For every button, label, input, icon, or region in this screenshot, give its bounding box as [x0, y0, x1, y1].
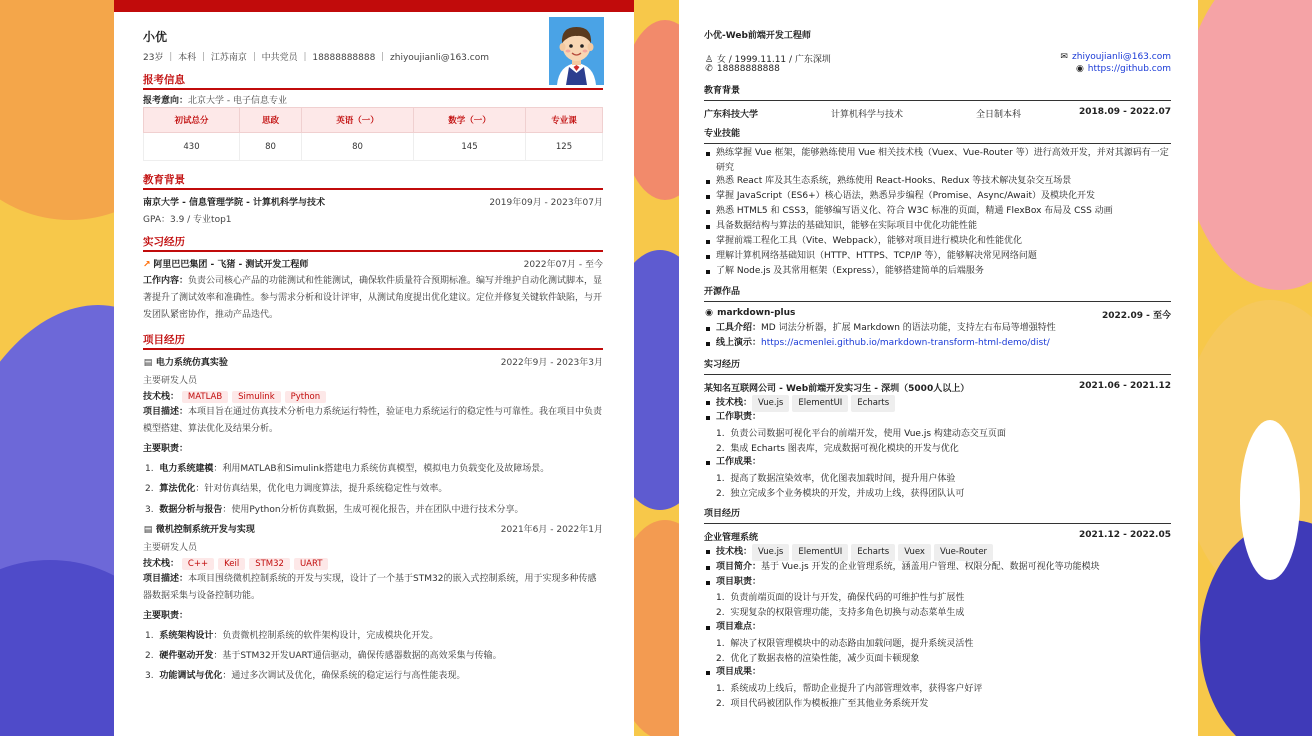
score-cell: 145	[414, 133, 526, 161]
stack-label: 技术栈：	[716, 398, 753, 408]
result-text: 提高了数据渲染效率，优化图表加载时间，提升用户体验	[730, 474, 956, 484]
project-icon: ▤	[143, 358, 153, 368]
project-duty-item: 2. 实现复杂的权限管理功能，支持多角色切换与动态菜单生成	[716, 608, 965, 618]
edu-major: 计算机科学与技术	[831, 110, 904, 120]
duty-key: 算法优化	[159, 484, 196, 494]
tech-tag: Python	[285, 391, 326, 403]
section-title-education: 教育背景	[704, 86, 741, 96]
project-name: 电力系统仿真实验	[155, 358, 228, 368]
diff-text: 解决了权限管理模块中的动态路由加载问题，提升系统灵活性	[730, 639, 974, 649]
project-title-row	[143, 355, 228, 368]
intern-duty-item: 1. 负责公司数据可视化平台的前端开发，使用 Vue.js 构建动态交互页面	[716, 429, 1006, 439]
tech-tag: Simulink	[232, 391, 280, 403]
tech-tag: ElementUI	[792, 395, 848, 412]
section-title-opensource: 开源作品	[704, 287, 741, 297]
project-period: 2021.12 - 2022.05	[1079, 530, 1171, 540]
mail-icon: ✉	[1060, 52, 1068, 62]
personal-info: 女 / 1999.11.11 / 广东深圳	[716, 55, 831, 65]
section-title-skills: 专业技能	[704, 129, 741, 139]
project-intro	[704, 560, 1171, 575]
section-title-exam: 报考信息	[143, 74, 185, 86]
content-text: 负责公司核心产品的功能测试和性能测试，确保软件质量符合预期标准。编写并维护自动化测试脚本，显著提升了测试效率和准确性。参与需求分析和设计评审，从测试角度提出优化建议。定位并修复关键软件缺陷，与开发团队紧密协作，推动产品迭代。	[143, 276, 603, 320]
project-desc	[143, 404, 603, 438]
score-cell: 125	[526, 133, 603, 161]
edu-period: 2019年09月 - 2023年07月	[489, 198, 603, 208]
project-duty-label	[704, 575, 1171, 590]
internship-period: 2022年07月 - 至今	[523, 260, 603, 270]
internship-content	[143, 273, 603, 324]
github-icon: ◉	[705, 308, 713, 318]
score-table	[143, 107, 603, 161]
section-divider	[704, 143, 1171, 144]
skill-item: 熟悉 HTML5 和 CSS3，能够编写语义化、符合 W3C 标准的页面，精通 FlexBox 布局及 CSS 动画	[704, 204, 1171, 219]
user-icon: ♙	[704, 55, 714, 65]
opensource-name: markdown-plus	[717, 308, 796, 318]
demo-link[interactable]: https://acmenlei.github.io/markdown-transform-html-demo/dist/	[761, 338, 1050, 348]
desc-text: 本项目旨在通过仿真技术分析电力系统运行特性，验证电力系统运行的稳定性与可靠性。我在项目中负责模型搭建、算法优化及结果分析。	[143, 407, 603, 434]
tech-tag: UART	[294, 558, 329, 570]
duty-text: 负责公司数据可视化平台的前端开发，使用 Vue.js 构建动态交互页面	[730, 429, 1006, 439]
duty-text: ：使用Python分析仿真数据，生成可视化报告，并在团队中进行技术分享。	[222, 505, 524, 515]
duty-text: ：针对仿真结果，优化电力调度算法，提升系统稳定性与效率。	[195, 484, 448, 494]
intention-label: 报考意向：	[143, 96, 189, 106]
section-title-intern: 实习经历	[704, 360, 741, 370]
duty-key: 硬件驱动开发	[159, 651, 214, 661]
intern-duty-item: 2. 集成 Echarts 图表库，完成数据可视化模块的开发与优化	[716, 444, 959, 454]
section-divider	[704, 523, 1171, 524]
avatar	[549, 17, 604, 85]
diff-text: 优化了数据表格的渲染性能，减少页面卡顿现象	[730, 654, 920, 664]
content-label: 工作内容：	[143, 276, 189, 286]
resume-name: 小优	[143, 30, 168, 44]
duty-text: ：利用MATLAB和Simulink搭建电力系统仿真模型，模拟电力负载变化及故障场景。	[213, 464, 550, 474]
stack-label: 技术栈：	[143, 392, 180, 402]
desc-text: 本项目围绕微机控制系统的开发与实现，设计了一个基于STM32的嵌入式控制系统，用于实现多种传感器数据采集与设备控制功能。	[143, 574, 597, 601]
project-role: 主要研发人员	[143, 376, 198, 386]
project-stack	[143, 389, 330, 403]
project-stack	[143, 556, 332, 570]
edu-gpa: GPA：3.9 / 专业top1	[143, 215, 232, 225]
tech-tag: Vue-Router	[934, 544, 993, 561]
opensource-name-row	[704, 308, 795, 318]
score-cell: 80	[302, 133, 414, 161]
section-divider	[704, 301, 1171, 302]
intro-text: MD 词法分析器，扩展 Markdown 的语法功能，支持左右布局等增强特性	[761, 323, 1056, 333]
tech-tag: C++	[182, 558, 214, 570]
company-logo-icon: ↗	[143, 260, 151, 270]
skill-item: 具备数据结构与算法的基础知识，能够在实际项目中优化功能性能	[704, 219, 1171, 234]
project-result-label	[704, 665, 1171, 680]
section-title-internship: 实习经历	[143, 236, 185, 248]
project-period: 2021年6月 - 2022年1月	[500, 525, 603, 535]
duty-text: 实现复杂的权限管理功能，支持多角色切换与动态菜单生成	[730, 608, 965, 618]
avatar-cartoon-icon	[549, 17, 604, 85]
duty-key: 电力系统建模	[159, 464, 214, 474]
score-header: 初试总分	[144, 108, 240, 133]
tech-tag: ElementUI	[792, 544, 848, 561]
tech-tag: Vue.js	[752, 544, 789, 561]
opensource-intro	[704, 321, 1171, 336]
section-title-project: 项目经历	[704, 509, 741, 519]
score-header: 英语（一）	[302, 108, 414, 133]
skill-item: 掌握 JavaScript（ES6+）核心语法，熟悉异步编程（Promise、Async/Await）及模块化开发	[704, 189, 1171, 204]
tech-tag: STM32	[249, 558, 290, 570]
resume-page-left	[114, 0, 634, 736]
email-row[interactable]	[1059, 52, 1171, 62]
project-icon: ▤	[143, 525, 153, 535]
edu-period: 2018.09 - 2022.07	[1079, 107, 1171, 117]
duty-item: 3. 数据分析与报告：使用Python分析仿真数据，生成可视化报告，并在团队中进行技术分享。	[145, 505, 524, 515]
section-divider	[704, 374, 1171, 375]
skill-item: 掌握前端工程化工具（Vite、Webpack），能够对项目进行模块化和性能优化	[704, 234, 1171, 249]
phone-icon: ✆	[705, 64, 713, 74]
phone-number: 18888888888	[716, 64, 780, 74]
project-desc	[143, 571, 603, 605]
bg-shape	[1240, 420, 1300, 580]
project-title-row	[143, 522, 255, 535]
github-link[interactable]: https://github.com	[1087, 64, 1171, 74]
intern-period: 2021.06 - 2021.12	[1079, 381, 1171, 391]
duty-label: 主要职责：	[143, 611, 189, 621]
project-diff-item: 2. 优化了数据表格的渲染性能，减少页面卡顿现象	[716, 654, 920, 664]
tech-tag: Echarts	[851, 544, 895, 561]
section-divider	[143, 88, 603, 90]
project-name: 微机控制系统开发与实现	[155, 525, 255, 535]
duty-text: 集成 Echarts 图表库，完成数据可视化模块的开发与优化	[730, 444, 959, 454]
result-label: 工作成果：	[716, 457, 762, 467]
intention-value: 北京大学 - 电子信息专业	[188, 96, 287, 106]
intern-result-item: 2. 独立完成多个业务模块的开发，并成功上线，获得团队认可	[716, 489, 965, 499]
section-divider	[704, 100, 1171, 101]
phone-row	[704, 64, 780, 74]
project-name: 企业管理系统	[704, 533, 759, 543]
score-header: 专业课	[526, 108, 603, 133]
duty-text: ：通过多次调试及优化，确保系统的稳定运行与高性能表现。	[222, 671, 466, 681]
opensource-demo	[704, 336, 1171, 351]
project-diff-label	[704, 620, 1171, 635]
diff-label: 项目难点：	[716, 622, 762, 632]
tech-tag: Vuex	[898, 544, 931, 561]
opensource-period: 2022.09 - 至今	[1102, 311, 1171, 321]
result-text: 独立完成多个业务模块的开发，并成功上线，获得团队认可	[730, 489, 965, 499]
result-label: 项目成果：	[716, 667, 762, 677]
skill-item: 理解计算机网络基础知识（HTTP、HTTPS、TCP/IP 等），能够解决常见网络问题	[704, 249, 1171, 264]
section-divider	[143, 348, 603, 350]
skill-item: 熟悉 React 库及其生态系统，熟练使用 React-Hooks、Redux 等技术解决复杂交互场景	[704, 174, 1171, 189]
project-result-item: 2. 项目代码被团队作为模板推广至其他业务系统开发	[716, 699, 929, 709]
section-title-projects: 项目经历	[143, 334, 185, 346]
result-text: 系统成功上线后，帮助企业提升了内部管理效率，获得客户好评	[730, 684, 983, 694]
score-cell: 80	[240, 133, 302, 161]
basic-info: 23岁 ｜ 本科 ｜ 江苏南京 ｜ 中共党员 ｜ 18888888888 ｜ zhiyoujianli@163.com	[143, 53, 489, 63]
duty-item: 1. 电力系统建模：利用MATLAB和Simulink搭建电力系统仿真模型，模拟电力负载变化及故障场景。	[145, 464, 550, 474]
duty-label: 主要职责：	[143, 444, 189, 454]
score-header: 数学（一）	[414, 108, 526, 133]
github-icon: ◉	[1075, 64, 1084, 74]
duty-item: 2. 算法优化：针对仿真结果，优化电力调度算法，提升系统稳定性与效率。	[145, 484, 448, 494]
score-header: 思政	[240, 108, 302, 133]
skill-item: 了解 Node.js 及其常用框架（Express），能够搭建简单的后端服务	[704, 264, 1171, 279]
duty-key: 系统架构设计	[159, 631, 214, 641]
project-result-item: 1. 系统成功上线后，帮助企业提升了内部管理效率，获得客户好评	[716, 684, 983, 694]
intern-result-item: 1. 提高了数据渲染效率，优化图表加载时间，提升用户体验	[716, 474, 956, 484]
desc-label: 项目描述：	[143, 407, 189, 417]
email-link[interactable]: zhiyoujianli@163.com	[1072, 52, 1171, 62]
tech-tag: Echarts	[851, 395, 895, 412]
project-duty-item: 1. 负责前端页面的设计与开发，确保代码的可维护性与扩展性	[716, 593, 965, 603]
duty-text: ：基于STM32开发UART通信驱动，确保传感器数据的高效采集与传输。	[213, 651, 502, 661]
duty-key: 功能调试与优化	[159, 671, 223, 681]
section-divider	[143, 188, 603, 190]
top-red-bar	[114, 0, 634, 12]
internship-company: 阿里巴巴集团 - 飞猪 - 测试开发工程师	[153, 260, 309, 270]
duty-key: 数据分析与报告	[159, 505, 223, 515]
project-role: 主要研发人员	[143, 543, 198, 553]
section-divider	[143, 250, 603, 252]
stack-label: 技术栈：	[716, 547, 753, 557]
duty-label: 工作职责：	[716, 412, 762, 422]
bg-shape	[1180, 0, 1312, 290]
duty-text: ：负责微机控制系统的软件架构设计，完成模块化开发。	[213, 631, 439, 641]
skill-item: 熟练掌握 Vue 框架，能够熟练使用 Vue 相关技术栈（Vuex、Vue-Router 等）进行高效开发，并对其源码有一定研究	[704, 146, 1171, 176]
demo-label: 线上演示：	[716, 338, 762, 348]
edu-school: 南京大学 - 信息管理学院 - 计算机科学与技术	[143, 198, 326, 208]
tech-tag: Keil	[218, 558, 245, 570]
resume-title: 小优-Web前端开发工程师	[704, 31, 811, 41]
tech-tag: Vue.js	[752, 395, 789, 412]
duty-text: 负责前端页面的设计与开发，确保代码的可维护性与扩展性	[730, 593, 965, 603]
intro-text: 基于 Vue.js 开发的企业管理系统，涵盖用户管理、权限分配、数据可视化等功能模块	[761, 562, 1100, 572]
intro-label: 工具介绍：	[716, 323, 762, 333]
intern-company: 某知名互联网公司 - Web前端开发实习生 - 深圳（5000人以上）	[704, 384, 970, 394]
project-period: 2022年9月 - 2023年3月	[500, 358, 603, 368]
result-text: 项目代码被团队作为模板推广至其他业务系统开发	[730, 699, 929, 709]
resume-page-right	[679, 0, 1198, 736]
stack-label: 技术栈：	[143, 559, 180, 569]
tech-tag: MATLAB	[182, 391, 228, 403]
duty-item: 1. 系统架构设计：负责微机控制系统的软件架构设计，完成模块化开发。	[145, 631, 439, 641]
project-stack	[704, 544, 1171, 561]
desc-label: 项目描述：	[143, 574, 189, 584]
edu-degree: 全日制本科	[976, 110, 1022, 120]
duty-label: 项目职责：	[716, 577, 762, 587]
duty-item: 2. 硬件驱动开发：基于STM32开发UART通信驱动，确保传感器数据的高效采集与传输。	[145, 651, 502, 661]
score-cell: 430	[144, 133, 240, 161]
intern-duty-label	[704, 410, 1171, 425]
edu-school: 广东科技大学	[704, 110, 759, 120]
intro-label: 项目简介：	[716, 562, 762, 572]
internship-company-row	[143, 257, 308, 270]
intern-result-label	[704, 455, 1171, 470]
exam-intention	[143, 93, 287, 106]
project-diff-item: 1. 解决了权限管理模块中的动态路由加载问题，提升系统灵活性	[716, 639, 974, 649]
duty-item: 3. 功能调试与优化：通过多次调试及优化，确保系统的稳定运行与高性能表现。	[145, 671, 466, 681]
section-title-education: 教育背景	[143, 174, 185, 186]
github-row[interactable]	[1075, 64, 1171, 74]
